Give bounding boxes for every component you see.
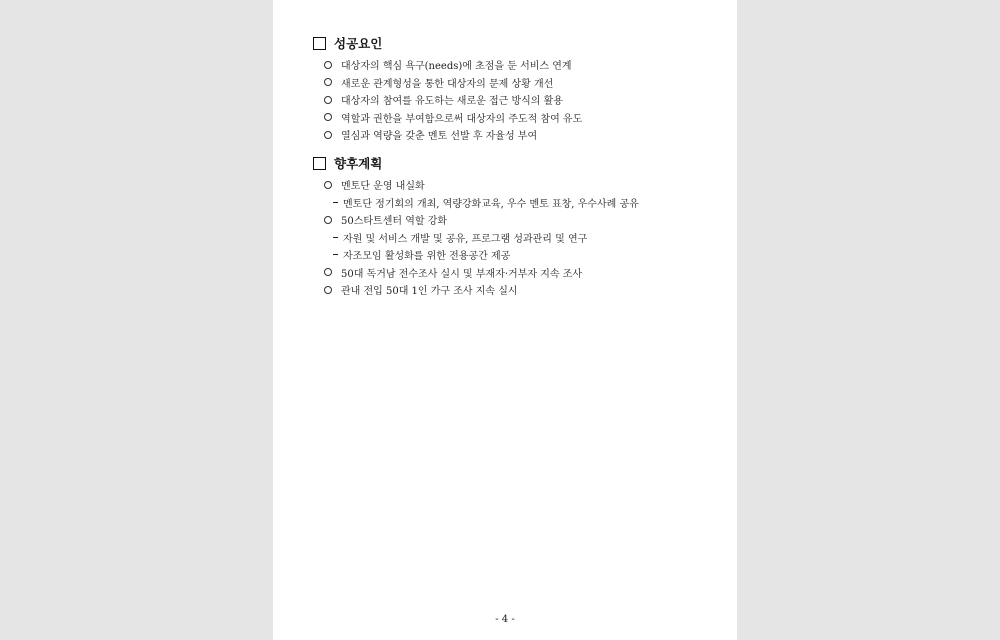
section-heading — [313, 153, 713, 173]
list-item-text: 50대 독거남 전수조사 실시 및 부재자·거부자 지속 조사 — [341, 268, 583, 280]
list-item — [313, 126, 713, 144]
list-item — [313, 264, 713, 282]
list-item — [313, 211, 713, 229]
dash-bullet-icon — [333, 254, 338, 255]
list-item-text: 50스타트센터 역할 강화 — [341, 216, 448, 228]
list-item — [313, 56, 713, 74]
sub-list-item — [313, 246, 713, 264]
list-item-text: 자조모임 활성화를 위한 전용공간 제공 — [343, 251, 511, 263]
list-item — [313, 176, 713, 194]
list-item-text: 멘토단 운영 내실화 — [341, 181, 425, 193]
list-item-text: 관내 전입 50대 1인 가구 조사 지속 실시 — [341, 286, 518, 298]
list-item-text: 멘토단 정기회의 개최, 역량강화교육, 우수 멘토 표창, 우수사례 공유 — [343, 198, 639, 210]
list-item — [313, 91, 713, 109]
circle-bullet-icon — [324, 181, 332, 189]
dash-bullet-icon — [333, 237, 338, 238]
section-future-plans — [313, 153, 713, 299]
document-page — [273, 0, 737, 640]
section-title: 성공요인 — [334, 36, 383, 51]
list-item — [313, 74, 713, 92]
circle-bullet-icon — [324, 268, 332, 276]
square-bullet-icon — [313, 37, 326, 50]
list-item — [313, 281, 713, 299]
circle-bullet-icon — [324, 113, 332, 121]
dash-bullet-icon — [333, 202, 338, 203]
circle-bullet-icon — [324, 78, 332, 86]
section-heading — [313, 33, 713, 53]
circle-bullet-icon — [324, 131, 332, 139]
section-success-factors — [313, 33, 713, 144]
section-title: 향후계획 — [334, 156, 383, 171]
circle-bullet-icon — [324, 286, 332, 294]
list-item-text: 대상자의 참여를 유도하는 새로운 접근 방식의 활용 — [341, 96, 563, 108]
list-item-text: 대상자의 핵심 욕구(needs)에 초점을 둔 서비스 연계 — [341, 61, 572, 73]
page-number: - 4 - — [495, 614, 515, 625]
sub-list-item — [313, 194, 713, 212]
circle-bullet-icon — [324, 61, 332, 69]
list-item-text: 자원 및 서비스 개발 및 공유, 프로그램 성과관리 및 연구 — [343, 233, 588, 245]
sub-list-item — [313, 229, 713, 247]
circle-bullet-icon — [324, 96, 332, 104]
list-item-text: 새로운 관계형성을 통한 대상자의 문제 상황 개선 — [341, 78, 554, 90]
list-item-text: 열심과 역량을 갖춘 멘토 선발 후 자율성 부여 — [341, 131, 538, 143]
square-bullet-icon — [313, 157, 326, 170]
circle-bullet-icon — [324, 216, 332, 224]
list-item-text: 역할과 권한을 부여함으로써 대상자의 주도적 참여 유도 — [341, 113, 583, 125]
list-item — [313, 109, 713, 127]
